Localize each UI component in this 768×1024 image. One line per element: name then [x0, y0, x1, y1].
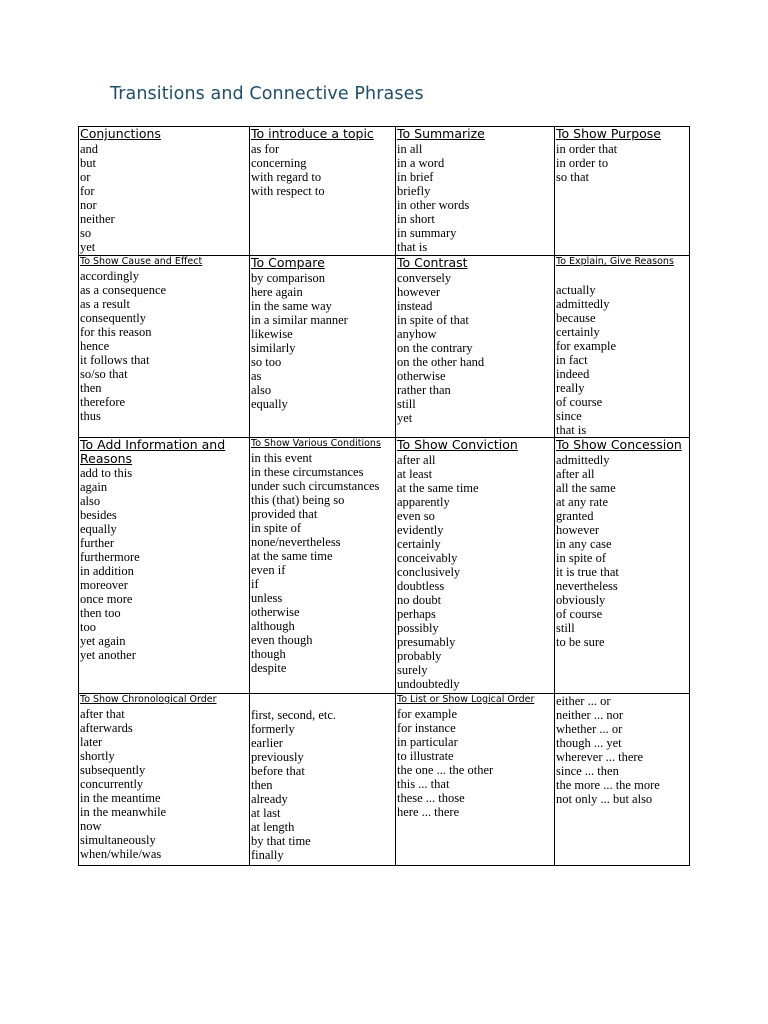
phrase-item: really: [556, 381, 585, 395]
phrase-item: then: [251, 778, 273, 792]
phrase-item: whether ... or: [556, 722, 623, 736]
phrase-item: this (that) being so: [251, 493, 345, 507]
phrase-item: though ... yet: [556, 736, 622, 750]
phrase-item: if: [251, 577, 259, 591]
phrase-item: undoubtedly: [397, 677, 460, 691]
phrase-item: obviously: [556, 593, 606, 607]
phrase-item: although: [251, 619, 295, 633]
phrase-item: for this reason: [80, 325, 152, 339]
phrase-item: nor: [80, 198, 97, 212]
phrase-item: even if: [251, 563, 286, 577]
phrase-item: hence: [80, 339, 110, 353]
category-heading: To introduce a topic: [251, 126, 374, 141]
category-heading: To Show Conviction: [397, 437, 518, 452]
phrase-item: otherwise: [251, 605, 300, 619]
phrase-list: [80, 466, 249, 662]
phrase-item: in a word: [397, 156, 445, 170]
phrase-item: in other words: [397, 198, 470, 212]
cell-compare: [250, 256, 396, 438]
phrase-item: because: [556, 311, 596, 325]
category-heading: To Summarize: [397, 126, 485, 141]
phrase-item: and: [80, 142, 99, 156]
phrase-item: then: [80, 381, 102, 395]
phrase-item: equally: [251, 397, 288, 411]
cell-introduce-topic: [250, 127, 396, 256]
phrase-item: at the same time: [397, 481, 479, 495]
phrase-item: all the same: [556, 481, 616, 495]
phrase-item: to illustrate: [397, 749, 454, 763]
cell-paired-connectives: [555, 694, 690, 866]
cell-various-conditions: [250, 438, 396, 694]
phrase-item: moreover: [80, 578, 128, 592]
phrase-item: in addition: [80, 564, 134, 578]
category-heading: To Contrast: [397, 255, 468, 270]
phrase-item: still: [556, 621, 575, 635]
category-heading: Conjunctions: [80, 126, 161, 141]
phrase-item: surely: [397, 663, 428, 677]
cell-summarize: [396, 127, 555, 256]
phrase-item: even though: [251, 633, 313, 647]
phrase-list: [251, 271, 395, 411]
phrase-item: admittedly: [556, 453, 610, 467]
phrase-item: on the other hand: [397, 355, 485, 369]
phrase-item: either ... or: [556, 694, 611, 708]
phrase-list: [80, 707, 249, 861]
phrase-item: but: [80, 156, 96, 170]
phrase-item: now: [80, 819, 102, 833]
phrase-item: furthermore: [80, 550, 140, 564]
phrase-item: with regard to: [251, 170, 322, 184]
phrase-item: after that: [80, 707, 125, 721]
phrase-item: already: [251, 792, 288, 806]
phrase-item: in spite of: [251, 521, 301, 535]
phrase-item: the more ... the more: [556, 778, 660, 792]
phrase-item: evidently: [397, 523, 444, 537]
phrase-item: apparently: [397, 495, 450, 509]
phrase-item: likewise: [251, 327, 293, 341]
phrase-item: still: [397, 397, 416, 411]
phrase-item: it follows that: [80, 353, 150, 367]
phrase-item: as a consequence: [80, 283, 167, 297]
phrase-item: yet again: [80, 634, 126, 648]
category-heading: To Add Information and Reasons: [80, 437, 226, 466]
phrase-item: that is: [397, 240, 428, 254]
phrase-item: provided that: [251, 507, 318, 521]
phrase-item: for: [80, 184, 95, 198]
phrase-item: certainly: [556, 325, 600, 339]
phrase-item: probably: [397, 649, 442, 663]
cell-contrast: [396, 256, 555, 438]
category-heading: To Show Cause and Effect: [80, 256, 203, 267]
phrase-item: since: [556, 409, 582, 423]
phrase-item: further: [80, 536, 115, 550]
phrase-item: here again: [251, 285, 303, 299]
phrase-item: for example: [397, 707, 458, 721]
phrase-item: conceivably: [397, 551, 458, 565]
phrase-list: [556, 283, 689, 437]
phrase-item: in short: [397, 212, 435, 226]
phrase-item: nevertheless: [556, 579, 618, 593]
phrase-list: [397, 453, 554, 691]
phrase-item: besides: [80, 508, 117, 522]
cell-add-information: [79, 438, 250, 694]
phrase-item: when/while/was: [80, 847, 162, 861]
phrase-item: not only ... but also: [556, 792, 653, 806]
phrase-item: similarly: [251, 341, 296, 355]
phrase-item: otherwise: [397, 369, 446, 383]
phrase-item: the one ... the other: [397, 763, 494, 777]
phrase-item: these ... those: [397, 791, 465, 805]
phrase-item: at the same time: [251, 549, 333, 563]
phrase-item: in brief: [397, 170, 434, 184]
phrase-item: by comparison: [251, 271, 325, 285]
cell-concession: [555, 438, 690, 694]
phrase-item: shortly: [80, 749, 115, 763]
phrase-item: in this event: [251, 451, 313, 465]
cell-show-purpose: [555, 127, 690, 256]
phrase-item: also: [80, 494, 101, 508]
phrase-item: in the meantime: [80, 791, 161, 805]
cell-conviction: [396, 438, 555, 694]
phrase-item: despite: [251, 661, 287, 675]
phrase-item: in the same way: [251, 299, 332, 313]
phrase-item: accordingly: [80, 269, 140, 283]
phrase-item: so/so that: [80, 367, 128, 381]
category-heading: To Compare: [251, 255, 325, 270]
phrase-item: in any case: [556, 537, 612, 551]
cell-explain-reasons: [555, 256, 690, 438]
category-heading: To Explain, Give Reasons: [556, 256, 674, 267]
cell-conjunctions: [79, 127, 250, 256]
phrase-item: after all: [556, 467, 595, 481]
phrase-item: perhaps: [397, 607, 436, 621]
phrase-item: in order to: [556, 156, 609, 170]
phrase-item: of course: [556, 395, 603, 409]
phrase-item: as for: [251, 142, 280, 156]
phrase-item: none/nevertheless: [251, 535, 341, 549]
phrase-list: [251, 451, 395, 675]
phrase-item: instead: [397, 299, 433, 313]
phrase-item: in the meanwhile: [80, 805, 167, 819]
cell-cause-effect: [79, 256, 250, 438]
cell-chronological-order-continued: [250, 694, 396, 866]
phrase-item: therefore: [80, 395, 126, 409]
phrase-item: once more: [80, 592, 133, 606]
phrase-item: simultaneously: [80, 833, 156, 847]
phrase-item: in spite of: [556, 551, 606, 565]
phrase-item: again: [80, 480, 108, 494]
phrase-item: afterwards: [80, 721, 133, 735]
phrase-item: yet: [397, 411, 413, 425]
phrase-item: too: [80, 620, 96, 634]
phrase-item: add to this: [80, 466, 133, 480]
phrase-item: at length: [251, 820, 295, 834]
phrase-item: at any rate: [556, 495, 609, 509]
phrase-item: of course: [556, 607, 603, 621]
phrase-item: under such circumstances: [251, 479, 380, 493]
phrase-item: before that: [251, 764, 305, 778]
phrase-item: to be sure: [556, 635, 605, 649]
phrase-item: as a result: [80, 297, 130, 311]
phrase-item: in order that: [556, 142, 618, 156]
phrase-list: [556, 142, 689, 184]
phrase-item: since ... then: [556, 764, 619, 778]
phrase-item: it is true that: [556, 565, 619, 579]
phrase-item: so: [80, 226, 92, 240]
phrase-item: rather than: [397, 383, 451, 397]
phrase-item: also: [251, 383, 272, 397]
category-heading: To Show Various Conditions: [251, 438, 381, 449]
phrase-item: briefly: [397, 184, 431, 198]
phrase-item: in these circumstances: [251, 465, 364, 479]
category-heading: To Show Purpose: [556, 126, 661, 141]
phrase-item: at least: [397, 467, 433, 481]
phrase-item: yet another: [80, 648, 136, 662]
phrases-table: [78, 126, 690, 866]
phrase-item: actually: [556, 283, 596, 297]
phrase-item: wherever ... there: [556, 750, 644, 764]
phrase-item: no doubt: [397, 593, 442, 607]
phrase-item: conclusively: [397, 565, 461, 579]
phrase-item: in particular: [397, 735, 458, 749]
category-heading: To Show Concession: [556, 437, 682, 452]
phrase-item: with respect to: [251, 184, 325, 198]
phrase-item: previously: [251, 750, 304, 764]
cell-chronological-order: [79, 694, 250, 866]
phrase-list: [397, 271, 554, 425]
table-row: [79, 694, 690, 866]
phrase-item: unless: [251, 591, 283, 605]
phrase-list: [251, 142, 395, 198]
phrase-item: conversely: [397, 271, 452, 285]
phrase-list: [556, 453, 689, 649]
category-heading: To List or Show Logical Order: [397, 694, 535, 705]
phrase-item: certainly: [397, 537, 441, 551]
phrase-item: doubtless: [397, 579, 445, 593]
phrase-item: possibly: [397, 621, 439, 635]
phrase-item: then too: [80, 606, 121, 620]
category-heading: To Show Chronological Order: [80, 694, 217, 705]
phrase-item: however: [397, 285, 441, 299]
phrase-item: in summary: [397, 226, 457, 240]
phrase-item: neither: [80, 212, 115, 226]
phrase-item: later: [80, 735, 103, 749]
phrase-item: however: [556, 523, 600, 537]
phrase-item: first, second, etc.: [251, 708, 337, 722]
phrase-item: for example: [556, 339, 617, 353]
phrase-item: after all: [397, 453, 436, 467]
table-row: [79, 127, 690, 256]
phrase-item: by that time: [251, 834, 311, 848]
phrase-item: earlier: [251, 736, 283, 750]
phrase-item: here ... there: [397, 805, 460, 819]
phrase-item: equally: [80, 522, 117, 536]
phrase-item: admittedly: [556, 297, 610, 311]
phrase-item: in all: [397, 142, 423, 156]
phrase-list: [397, 707, 554, 819]
phrase-item: so too: [251, 355, 282, 369]
phrase-item: indeed: [556, 367, 590, 381]
phrase-item: formerly: [251, 722, 295, 736]
table-row: [79, 438, 690, 694]
phrase-item: even so: [397, 509, 435, 523]
phrase-item: concurrently: [80, 777, 144, 791]
phrase-item: in fact: [556, 353, 588, 367]
phrase-list: [251, 708, 395, 862]
phrase-item: so that: [556, 170, 589, 184]
phrase-item: concerning: [251, 156, 307, 170]
phrase-item: presumably: [397, 635, 456, 649]
phrase-list: [397, 142, 554, 254]
phrase-item: yet: [80, 240, 96, 254]
phrase-item: subsequently: [80, 763, 146, 777]
phrase-item: finally: [251, 848, 284, 862]
phrase-item: consequently: [80, 311, 146, 325]
phrase-list: [80, 142, 249, 254]
phrase-list: [556, 694, 689, 806]
phrase-item: as: [251, 369, 262, 383]
phrase-item: anyhow: [397, 327, 437, 341]
page-title: Transitions and Connective Phrases: [110, 84, 424, 104]
phrase-item: or: [80, 170, 91, 184]
phrase-list: [80, 269, 249, 423]
phrase-item: neither ... nor: [556, 708, 623, 722]
phrase-item: granted: [556, 509, 594, 523]
phrase-item: that is: [556, 423, 587, 437]
phrase-item: thus: [80, 409, 101, 423]
phrase-item: for instance: [397, 721, 456, 735]
phrase-item: at last: [251, 806, 281, 820]
phrase-item: on the contrary: [397, 341, 473, 355]
phrase-item: though: [251, 647, 286, 661]
cell-logical-order: [396, 694, 555, 866]
phrase-item: in spite of that: [397, 313, 469, 327]
table-row: [79, 256, 690, 438]
phrase-item: this ... that: [397, 777, 450, 791]
phrase-item: in a similar manner: [251, 313, 348, 327]
